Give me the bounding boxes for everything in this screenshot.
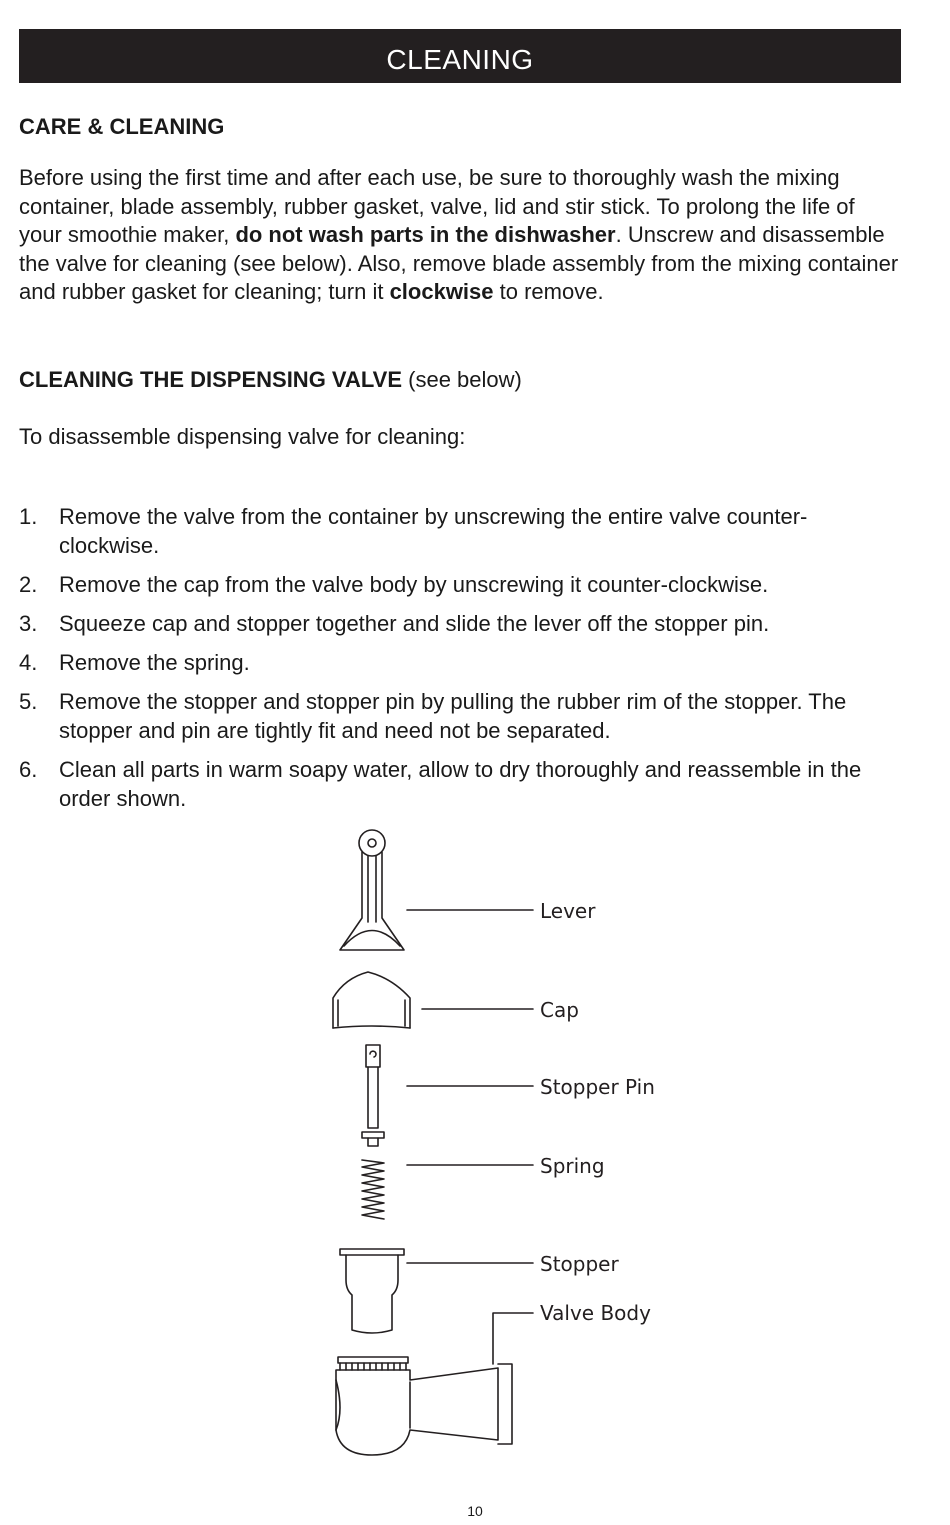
step-number: 3. xyxy=(19,611,38,636)
step-text: Clean all parts in warm soapy water, allow to dry thoroughly and reassemble in the order shown. xyxy=(59,757,862,811)
stopper-part xyxy=(340,1249,404,1333)
leader-lines xyxy=(407,910,533,1364)
care-text-3: to remove. xyxy=(493,279,604,305)
step-text: Remove the stopper and stopper pin by pulling the rubber rim of the stopper. The stopper and pin are tightly fit and need not be separated. xyxy=(59,689,847,743)
cap-part xyxy=(333,972,410,1028)
step-text: Remove the spring. xyxy=(59,650,250,675)
label-valve-body: Valve Body xyxy=(540,1301,651,1325)
stopper-pin-part xyxy=(362,1045,384,1146)
valve-intro: To disassemble dispensing valve for cleaning: xyxy=(19,424,466,449)
label-spring: Spring xyxy=(540,1154,605,1178)
step-text: Squeeze cap and stopper together and slide the lever off the stopper pin. xyxy=(59,611,770,636)
label-lever: Lever xyxy=(540,899,596,923)
step-number: 4. xyxy=(19,650,38,675)
spring-part xyxy=(362,1160,384,1219)
valve-heading-suffix: (see below) xyxy=(402,367,522,392)
step-number: 5. xyxy=(19,689,38,714)
label-stopper: Stopper xyxy=(540,1252,619,1276)
care-text-1: Before using the first time and after each use, be sure to thoroughly wash the mixing container, blade assembly, rubber gasket, valve, lid and stir stick. To prolong the life of your smoothie maker, xyxy=(19,165,855,248)
label-cap: Cap xyxy=(540,998,579,1022)
step-number: 1. xyxy=(19,504,38,529)
step-number: 2. xyxy=(19,572,38,597)
care-text-2: . Unscrew and disassemble the valve for cleaning (see below). Also, remove blade assembly from the mixing container and rubber gasket for cleaning; turn it xyxy=(19,222,899,305)
section-title: CLEANING xyxy=(386,44,534,75)
step-text: Remove the valve from the container by unscrewing the entire valve counter-clockwise. xyxy=(59,504,808,558)
lever-part xyxy=(340,830,404,950)
valve-heading: CLEANING THE DISPENSING VALVE xyxy=(19,367,403,392)
valve-body-part xyxy=(336,1357,512,1455)
care-heading: CARE & CLEANING xyxy=(19,114,225,139)
step-number: 6. xyxy=(19,757,38,782)
step-text: Remove the cap from the valve body by unscrewing it counter-clockwise. xyxy=(59,572,769,597)
page-number: 10 xyxy=(467,1503,483,1519)
care-bold-1: do not wash parts in the dishwasher xyxy=(235,222,616,248)
label-stopper-pin: Stopper Pin xyxy=(540,1075,655,1099)
care-bold-2: clockwise xyxy=(389,279,494,305)
